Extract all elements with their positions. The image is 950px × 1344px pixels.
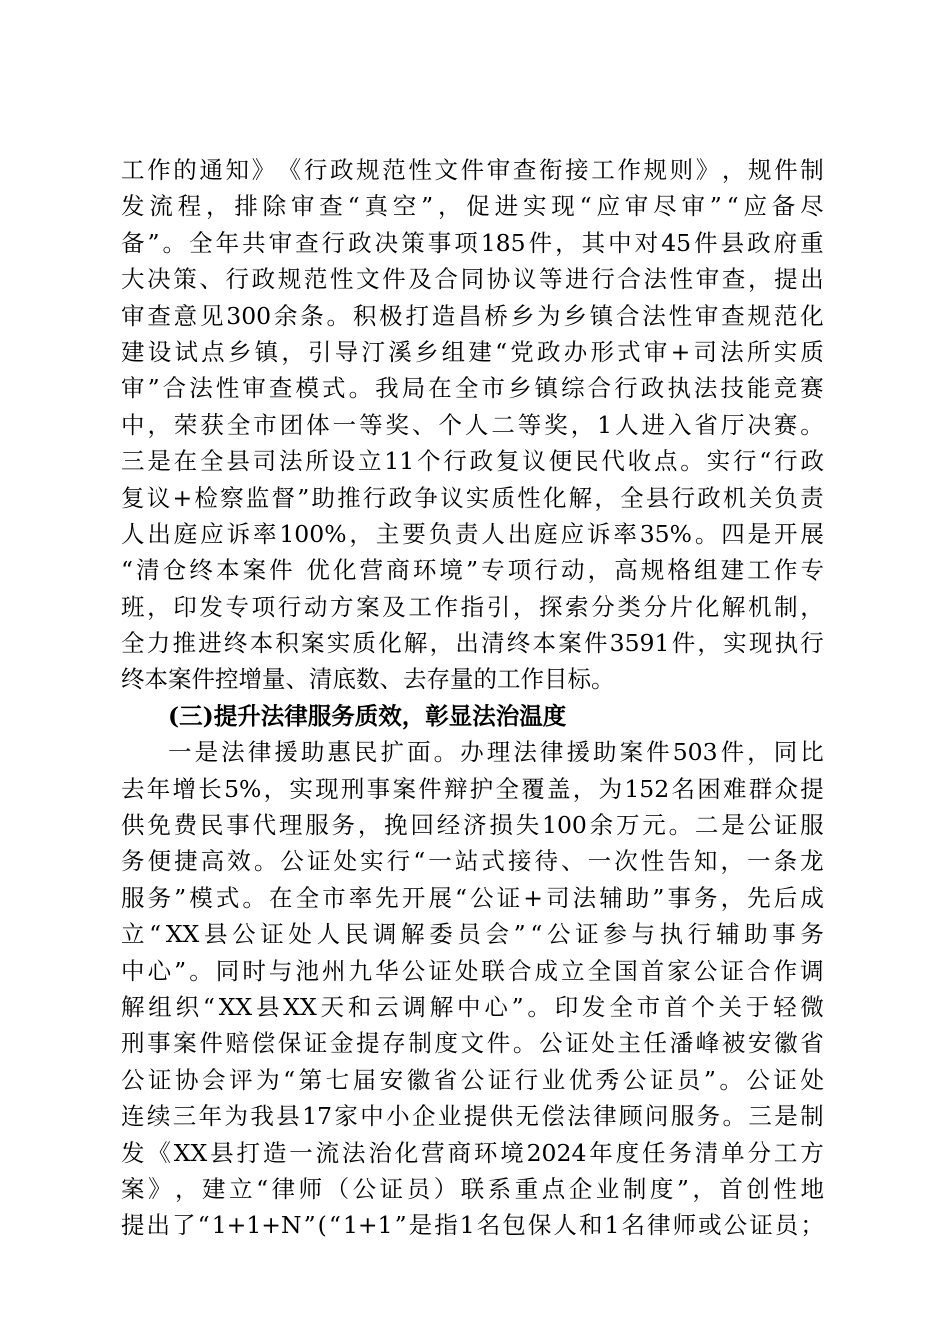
- line-text: 终本案件控增量、清底数、去存量的工作目标。: [121, 665, 615, 694]
- text-line: 备 ” 。 全 年 共 审 查 行 政 决 策 事 项 185 件 ， 其 中 对 45 件 县 政 府 重: [121, 228, 824, 257]
- text-line: 工 作 的 通 知 》 《 行 政 规 范 性 文 件 审 查 衔 接 工 作 规 则 》 ， 规 件 制: [121, 156, 824, 184]
- text-line: 供 免 费 民 事 代 理 服 务 ， 挽 回 经 济 损 失 100 余 万 元 。 二 是 公 证 服: [121, 811, 824, 840]
- text-line: 审 查 意 见 300 余 条 。 积 极 打 造 昌 桥 乡 为 乡 镇 合 法 性 审 查 规 范 化: [121, 301, 824, 330]
- text-line: 全 力 推 进 终 本 积 案 实 质 化 解 ， 出 清 终 本 案 件 3591 件 ， 实 现 执 行: [121, 629, 824, 658]
- text-line: 发 流 程 ， 排 除 审 查 “ 真 空 ” ， 促 进 实 现 “ 应 审 尽 审 ” “ 应 备 尽: [121, 192, 824, 221]
- text-line: 一 是 法 律 援 助 惠 民 扩 面 。 办 理 法 律 援 助 案 件 503 件 ， 同 比: [168, 738, 824, 767]
- text-line: [121, 661, 824, 697]
- text-line: 大 决 策 、 行 政 规 范 性 文 件 及 合 同 协 议 等 进 行 合 法 性 审 查 ， 提 出: [121, 265, 824, 294]
- text-line: 中 ， 荣 获 全 市 团 体 一 等 奖 、 个 人 二 等 奖 ， 1 人 进 入 省 厅 决 赛 。: [121, 410, 824, 439]
- text-line: 案 》 ， 建 立 “ 律 师 （ 公 证 员 ） 联 系 重 点 企 业 制 度 ” ， 首 创 性 地: [121, 1174, 824, 1203]
- text-line: 公 证 协 会 评 为 “ 第 七 届 安 徽 省 公 证 行 业 优 秀 公 证 员 ” 。 公 证 处: [121, 1065, 824, 1094]
- body-text: [121, 152, 824, 1244]
- text-line: 建 设 试 点 乡 镇 ， 引 导 汀 溪 乡 组 建 “ 党 政 办 形 式 审 + 司 法 所 实 质: [121, 337, 824, 366]
- text-line: 连 续 三 年 为 我 县 17 家 中 小 企 业 提 供 无 偿 法 律 顾 问 服 务 。 三 是 制: [121, 1102, 824, 1131]
- text-line: 班 ， 印 发 专 项 行 动 方 案 及 工 作 指 引 ， 探 索 分 类 分 片 化 解 机 制 ，: [121, 592, 824, 621]
- text-line: 立 “ XX 县 公 证 处 人 民 调 解 委 员 会 ” “ 公 证 参 与 执 行 辅 助 事 务: [121, 920, 824, 949]
- text-line: 审 ” 合 法 性 审 查 模 式 。 我 局 在 全 市 乡 镇 综 合 行 政 执 法 技 能 竞 赛: [121, 374, 824, 403]
- text-line: 服 务 ” 模 式 。 在 全 市 率 先 开 展 “ 公 证 + 司 法 辅 助 ” 事 务 ， 先 后 成: [121, 883, 824, 912]
- text-line: “ 清 仓 终 本 案 件 优 化 营 商 环 境 ” 专 项 行 动 ， 高 规 格 组 建 工 作 专: [121, 556, 824, 585]
- text-line: 提 出 了 “ 1+1+N ” ( “ 1+1 ” 是 指 1 名 包 保 人 和 1 名 律 师 或 公 证 员 ；: [121, 1211, 824, 1240]
- text-line: 三 是 在 全 县 司 法 所 设 立 11 个 行 政 复 议 便 民 代 收 点 。 实 行 “ 行 政: [121, 447, 824, 476]
- text-line: 务 便 捷 高 效 。 公 证 处 实 行 “ 一 站 式 接 待 、 一 次 性 告 知 ， 一 条 龙: [121, 847, 824, 876]
- text-line: 发 《 XX 县 打 造 一 流 法 治 化 营 商 环 境 2024 年 度 任 务 清 单 分 工 方: [121, 1138, 824, 1167]
- text-line: 去 年 增 长 5% ， 实 现 刑 事 案 件 辩 护 全 覆 盖 ， 为 152 名 困 难 群 众 提: [121, 774, 824, 803]
- text-line: 人 出 庭 应 诉 率 100% ， 主 要 负 责 人 出 庭 应 诉 率 35% 。 四 是 开 展: [121, 519, 824, 548]
- section-heading: [121, 698, 824, 734]
- text-line: 复 议 + 检 察 监 督 ” 助 推 行 政 争 议 实 质 性 化 解 ， 全 县 行 政 机 关 负 责: [121, 483, 824, 512]
- text-line: 刑 事 案 件 赔 偿 保 证 金 提 存 制 度 文 件 。 公 证 处 主 任 潘 峰 被 安 徽 省: [121, 1029, 824, 1058]
- text-line: 中 心 ” 。 同 时 与 池 州 九 华 公 证 处 联 合 成 立 全 国 首 家 公 证 合 作 调: [121, 956, 824, 985]
- text-line: 解 组 织 “ XX 县 XX 天 和 云 调 解 中 心 ” 。 印 发 全 市 首 个 关 于 轻 微: [121, 992, 824, 1021]
- line-text: (三)提升法律服务质效，彰显法治温度: [168, 701, 567, 730]
